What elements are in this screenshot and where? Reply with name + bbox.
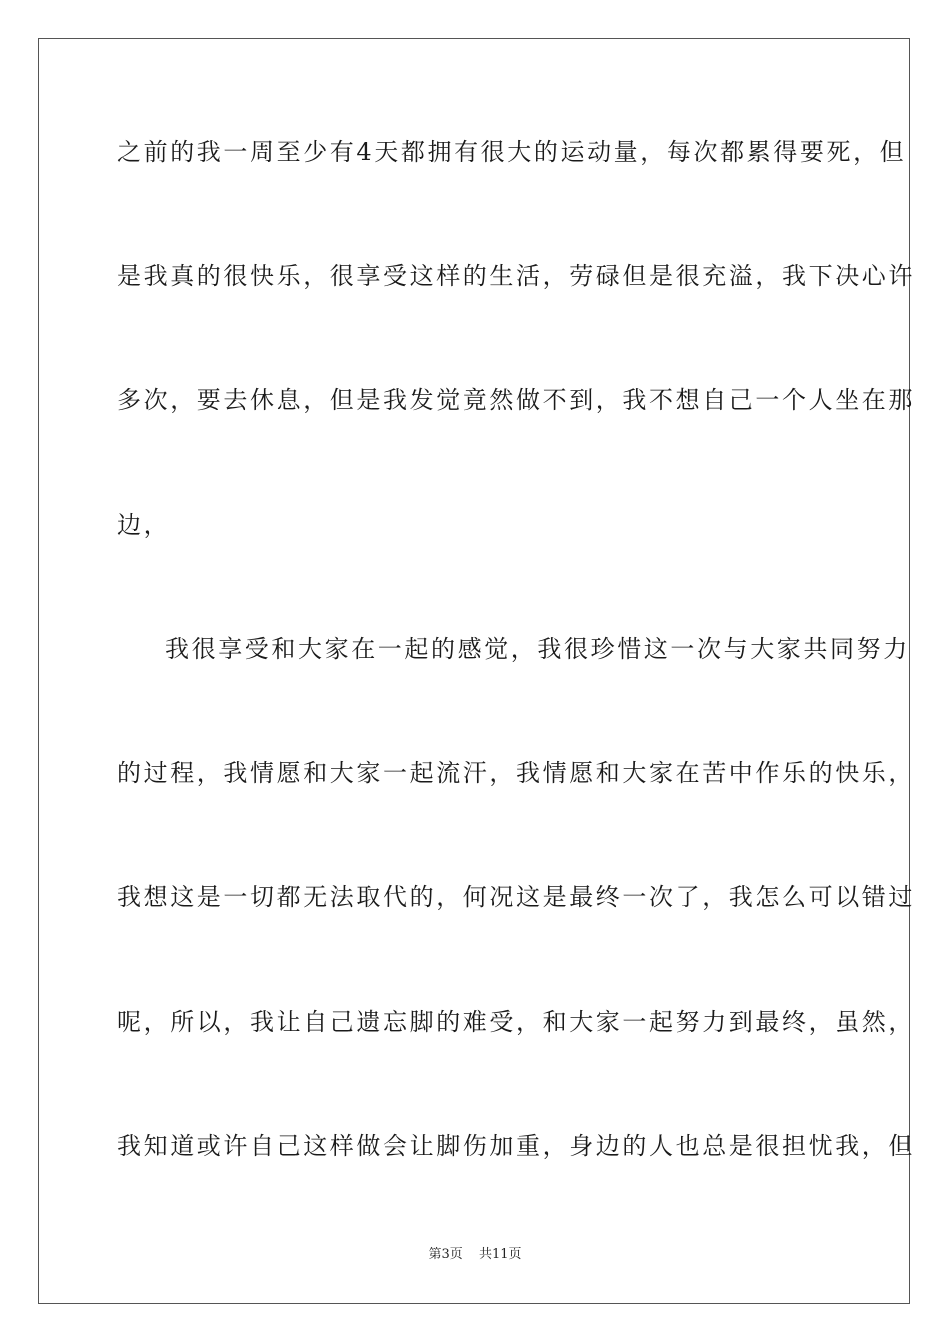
text-line-2: 是我真的很快乐，很享受这样的生活，劳碌但是很充溢，我下决心许 bbox=[117, 262, 915, 290]
text-line-5-indented: 我很享受和大家在一起的感觉，我很珍惜这一次与大家共同努力 bbox=[165, 635, 910, 663]
text-line-8: 呢，所以，我让自己遗忘脚的难受，和大家一起努力到最终，虽然， bbox=[117, 1008, 915, 1036]
page-footer bbox=[0, 1246, 950, 1264]
page-border bbox=[38, 38, 915, 1304]
text-line-4: 边， bbox=[117, 511, 171, 539]
text-line-3: 多次，要去休息，但是我发觉竟然做不到，我不想自己一个人坐在那 bbox=[117, 386, 915, 414]
page-number-current: 第3页 bbox=[428, 1247, 463, 1262]
text-line-6: 的过程，我情愿和大家一起流汗，我情愿和大家在苦中作乐的快乐， bbox=[117, 759, 915, 787]
text-line-7: 我想这是一切都无法取代的，何况这是最终一次了，我怎么可以错过 bbox=[117, 883, 915, 911]
text-line-9: 我知道或许自己这样做会让脚伤加重，身边的人也总是很担忧我，但 bbox=[117, 1132, 915, 1160]
page-number-total: 共11页 bbox=[478, 1247, 522, 1262]
text-line-1: 之前的我一周至少有4天都拥有很大的运动量，每次都累得要死，但 bbox=[117, 138, 907, 166]
